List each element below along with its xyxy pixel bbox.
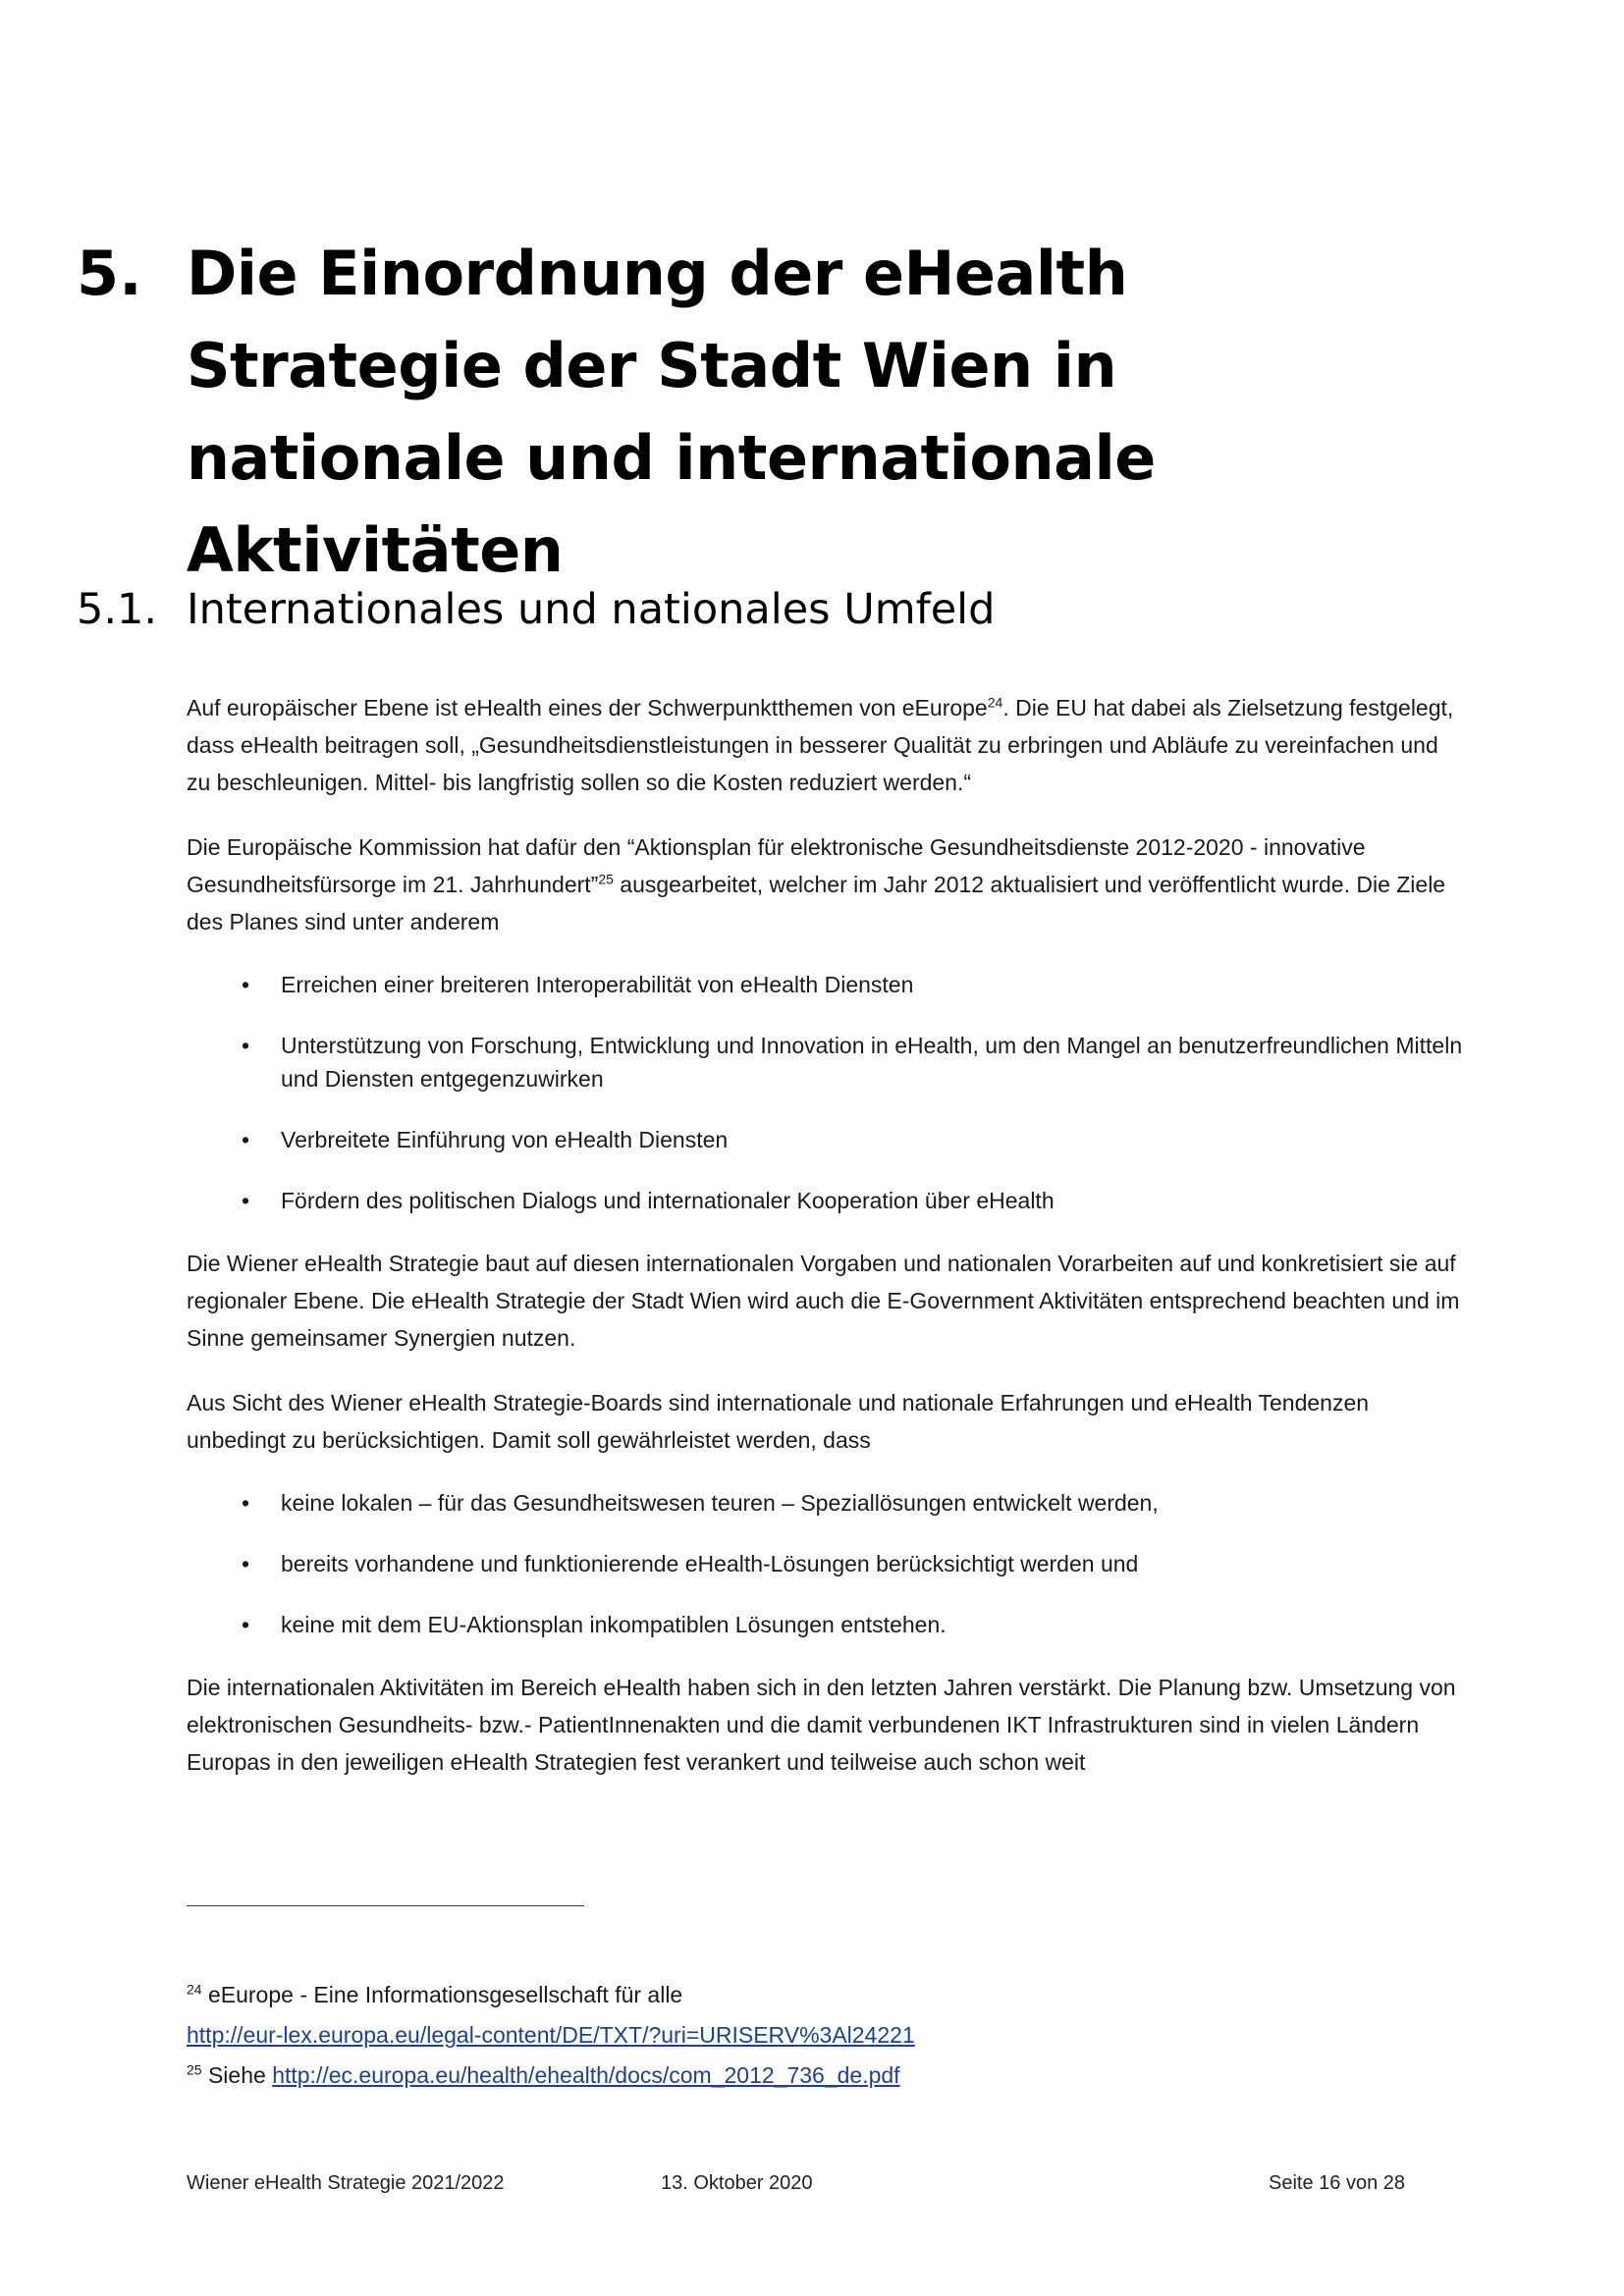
requirements-list [187, 1486, 1463, 1641]
section-heading [77, 581, 1451, 638]
footnote-ref-24: 24 [987, 694, 1003, 711]
footer-document-title: Wiener eHealth Strategie 2021/2022 [187, 2172, 505, 2194]
list-item: • Unterstützung von Forschung, Entwicklung und Innovation in eHealth, um den Mangel an benutzerfreundlichen Mitteln und Diensten entgegenzuwirken [187, 1029, 1463, 1095]
footnote-divider [187, 1905, 584, 1906]
section-title: Internationales und nationales Umfeld [187, 585, 996, 634]
body-text [187, 689, 1463, 1808]
goals-list [187, 968, 1463, 1217]
paragraph-wiener-strategie: Die Wiener eHealth Strategie baut auf diesen internationalen Vorgaben und nationalen Vorarbeiten auf und konkretisiert sie auf regionaler Ebene. Die eHealth Strategie der Stadt Wien wird auch die E-Government Aktivitäten entsprechend beachten und im Sinne gemeinsamer Synergien nutzen. [187, 1251, 1460, 1351]
paragraph-aktionsplan: Die Europäische Kommission hat dafür den “Aktionsplan für elektronische Gesundheitsdienste 2012-2020 - innovative Gesundheitsfürsorge im 21. Jahrhundert”$^{25}$ ausgearbeitet, welcher im Jahr 2012 aktualisiert und veröffentlicht wurde. Die Ziele des Planes sind unter anderem [187, 834, 1446, 934]
bullet-icon: • [242, 1188, 250, 1213]
chapter-number: 5. [77, 238, 142, 309]
list-item: • keine mit dem EU-Aktionsplan inkompatiblen Lösungen entstehen. [187, 1608, 1463, 1641]
list-item: • Fördern des politischen Dialogs und internationaler Kooperation über eHealth [187, 1184, 1463, 1217]
footnote-ref-25: 25 [598, 871, 614, 887]
paragraph-board: Aus Sicht des Wiener eHealth Strategie-Boards sind internationale und nationale Erfahrungen und eHealth Tendenzen unbedingt zu berücksichtigen. Damit soll gewährleistet werden, dass [187, 1390, 1370, 1453]
bullet-icon: • [242, 1612, 250, 1637]
list-item: • Verbreitete Einführung von eHealth Diensten [187, 1123, 1463, 1156]
bullet-icon: • [242, 1551, 250, 1576]
bullet-icon: • [242, 972, 250, 997]
chapter-heading [77, 228, 1451, 597]
footnote-24: $^{24}$ eEurope - Eine Informationsgesellschaft für alle [187, 1981, 683, 2007]
bullet-icon: • [242, 1490, 250, 1516]
paragraph-eeurope: Auf europäischer Ebene ist eHealth eines der Schwerpunktthemen von eEurope$^{24}$. Die EU hat dabei als Zielsetzung festgelegt, dass eHealth beitragen soll, „Gesundheitsdienstleistungen in besserer Qualität zu erbringen und Abläufe zu vereinfachen und zu beschleunigen. Mittel- bis langfristig sollen so die Kosten reduziert werden.“ [187, 694, 1454, 795]
footer-date: 13. Oktober 2020 [661, 2172, 813, 2194]
footnote-25: $^{25}$ Siehe http://ec.europa.eu/health/ehealth/docs/com_2012_736_de.pdf [187, 2061, 900, 2088]
footnote-25-link[interactable]: http://ec.europa.eu/health/ehealth/docs/com_2012_736_de.pdf [272, 2062, 900, 2088]
bullet-icon: • [242, 1033, 250, 1058]
footnote-24-link[interactable]: http://eur-lex.europa.eu/legal-content/DE/TXT/?uri=URISERV%3Al24221 [187, 2022, 915, 2048]
footnote-24-link-line [187, 2015, 1365, 2056]
footer-page-number: Seite 16 von 28 [1269, 2172, 1405, 2194]
footnotes [187, 1975, 1365, 2096]
section-number: 5.1. [77, 585, 158, 634]
paragraph-international: Die internationalen Aktivitäten im Bereich eHealth haben sich in den letzten Jahren verstärkt. Die Planung bzw. Umsetzung von elektronischen Gesundheits- bzw.- PatientInnenakten und die damit verbundenen IKT Infrastrukturen sind in vielen Ländern Europas in den jeweiligen eHealth Strategien fest verankert und teilweise auch schon weit [187, 1675, 1456, 1775]
list-item: • keine lokalen – für das Gesundheitswesen teuren – Speziallösungen entwickelt werden, [187, 1486, 1463, 1520]
list-item: • Erreichen einer breiteren Interoperabilität von eHealth Diensten [187, 968, 1463, 1001]
list-item: • bereits vorhandene und funktionierende eHealth-Lösungen berücksichtigt werden und [187, 1547, 1463, 1580]
bullet-icon: • [242, 1127, 250, 1152]
chapter-title: Die Einordnung der eHealth Strategie der Stadt Wien in nationale und internationale Aktivitäten [186, 238, 1156, 586]
